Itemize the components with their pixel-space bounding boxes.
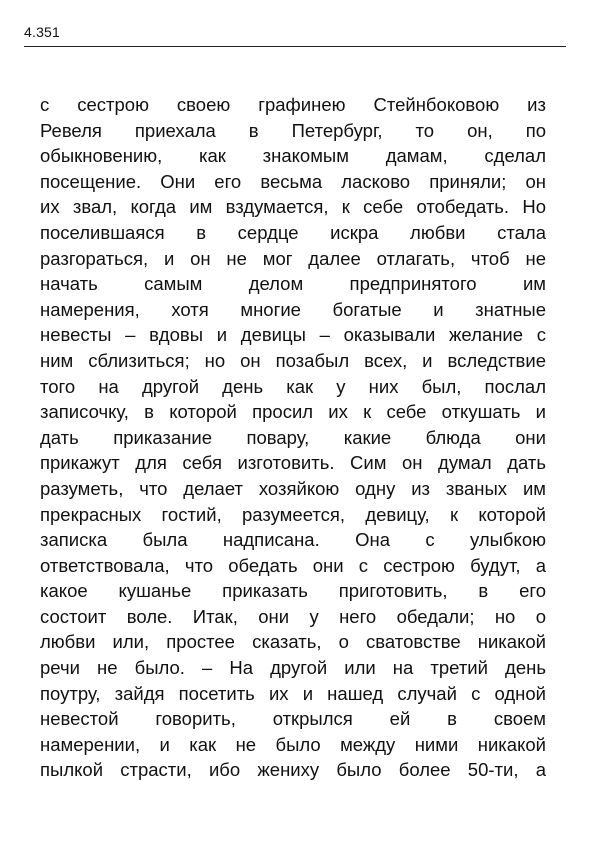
text-line: речи не было. – На другой или на третий день xyxy=(40,657,546,679)
text-line: ним сблизиться; но он позабыл всех, и вследствие xyxy=(40,349,546,371)
text-line: пылкой страсти, ибо жениху было более 50-ти, а xyxy=(40,759,546,781)
text-line: прекрасных гостий, разумеется, девицу, к которой xyxy=(40,503,546,525)
body-text xyxy=(40,92,546,783)
text-line: намерения, хотя многие богатые и знатные xyxy=(40,298,546,320)
text-line: поселившаяся в сердце искра любви стала xyxy=(40,221,546,243)
text-line: разгораться, и он не мог далее отлагать, чтоб не xyxy=(40,247,546,269)
text-line: того на другой день как у них был, послал xyxy=(40,375,546,397)
text-line: какое кушанье приказать приготовить, в его xyxy=(40,580,546,602)
text-line: посещение. Они его весьма ласково приняли; он xyxy=(40,170,546,192)
header-rule xyxy=(24,46,566,47)
page-number: 4.351 xyxy=(24,24,61,40)
text-line: их звал, когда им вздумается, к себе отобедать. Но xyxy=(40,196,546,218)
text-line: прикажут для себя изготовить. Сим он думал дать xyxy=(40,452,546,474)
text-line: Ревеля приехала в Петербург, то он, по xyxy=(40,119,546,141)
text-line: дать приказание повару, какие блюда они xyxy=(40,426,546,448)
text-line: невестой говорить, открылся ей в своем xyxy=(40,708,546,730)
text-line: ответствовала, что обедать они с сестрою будут, а xyxy=(40,554,546,576)
text-line: разуметь, что делает хозяйкою одну из званых им xyxy=(40,477,546,499)
text-line: поутру, зайдя посетить их и нашед случай с одной xyxy=(40,682,546,704)
text-line: невесты – вдовы и девицы – оказывали желание с xyxy=(40,324,546,346)
text-line: записка была надписана. Она с улыбкою xyxy=(40,529,546,551)
text-line: записочку, в которой просил их к себе откушать и xyxy=(40,401,546,423)
text-line: начать самым делом предпринятого им xyxy=(40,273,546,295)
text-line: состоит воле. Итак, они у него обедали; но о xyxy=(40,605,546,627)
text-line: обыкновению, как знакомым дамам, сделал xyxy=(40,145,546,167)
text-line: намерении, и как не было между ними никакой xyxy=(40,733,546,755)
text-line: с сестрою своею графинею Стейнбоковою из xyxy=(40,94,546,115)
text-line: любви или, простее сказать, о сватовстве никакой xyxy=(40,631,546,653)
